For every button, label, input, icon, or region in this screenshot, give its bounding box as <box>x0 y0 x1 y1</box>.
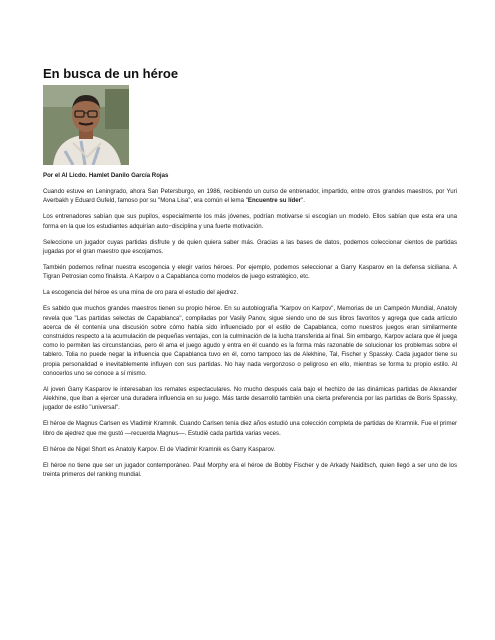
paragraph-8: El héroe de Magnus Carlsen es Vladimir Kramnik. Cuando Carlsen tenía diez años estudió una colección completa de partidas de Kramnik. Fue el primer libro de ajedrez que me gustó —recuerda Magnus—. Estudié cada partida varias veces. <box>43 420 457 437</box>
paragraph-1-text-start: Cuando estuve en Leningrado, ahora San Petersburgo, en 1986, recibiendo un curso de entrenador, impartido, entre otros grandes maestros, por Yuri Averbakh y Eduard Gufeld, famoso por su "Mona Lisa", era común el lema " <box>43 188 457 205</box>
paragraph-4: También podemos refinar nuestra escogencia y elegir varios héroes. Por ejemplo, podemos seleccionar a Garry Kasparov en la defensa siciliana. A Tigran Petrosian como finalista. A Karpov o a Capablanca como modelos de juego estratégico, etc. <box>43 263 457 281</box>
byline: Por el Al Licdo. Hamlet Danilo García Rojas <box>43 172 169 179</box>
paragraph-1-bold-motto: Encuentre su líder <box>247 197 302 205</box>
paragraph-3: Seleccione un jugador cuyas partidas disfrute y de quien quiera saber más. Gracias a las bases de datos, podemos coleccionar cientos de partidas jugadas por el gran maestro que escojamos. <box>43 238 457 255</box>
paragraph-6: Es sabido que muchos grandes maestros tienen su propio héroe. En su autobiografía "Karpov on Karpov", Memorias de un Campeón Mundial, Anatoly revela que "Las partidas selectas de Capablanca", compiladas por Vasily Panov, sigue siendo uno de sus libros favoritos y agrega que cada artículo acerca de él contenía una discusión sobre cómo había sido influenciado por el estilo de Capablanca, como nuestros juegos eran similarmente construidos respecto a la acumulación de pequeñas ventajas, con la culminación de la lucha transferida al final. Sin embargo, Karpov aclara que él juega como lo permiten las circunstancias, pero él ama el juego agudo y entra en él cuando es la forma más razonable de solucionar los problemas sobre el tablero. Tolia no puede negar la influencia que Capablanca tuvo en él, como tampoco las de Alekhine, Tal, Fischer y Spassky. Cada jugador tiene su propia personalidad e inevitablemente influyen con sus partidas. No hay nada vergonzoso o peligroso en ello, mientras se forma tu propio estilo. Al conocerlos uno se conoce a sí mismo. <box>43 305 457 377</box>
paragraph-2: Los entrenadores sabían que sus pupilos, especialmente los más jóvenes, podrían motivarse si escogían un modelo. Ellos sabían que esta era una forma en la que los estudiantes adquirían auto−disciplina y una fuerte motivación. <box>43 213 457 230</box>
paragraph-7: Al joven Garry Kasparov le interesaban los remates espectaculares. No mucho después caía bajo el hechizo de las dinámicas partidas de Alexander Alekhine, que iban a ejercer una duradera influencia en su juego. Más tarde desarrolló también una cierta preferencia por las partidas de Boris Spassky, jugador de estilo "universal". <box>43 385 457 412</box>
portrait-image <box>43 85 129 165</box>
paragraph-1 <box>43 187 457 205</box>
paragraph-5: La escogencia del héroe es una mina de oro para el estudio del ajedrez. <box>43 289 239 297</box>
paragraph-10: El héroe no tiene que ser un jugador contemporáneo. Paul Morphy era el héroe de Bobby Fischer y de Arkady Naiditsch, quien llegó a ser uno de los treinta primeros del ranking mundial. <box>43 461 457 478</box>
article-body <box>43 171 457 486</box>
paragraph-9: El héroe de Nigel Short es Anatoly Karpov. El de Vladimir Kramnik es Garry Kasparov. <box>43 445 276 453</box>
portrait-photo <box>43 85 129 165</box>
paragraph-1-text-end: ". <box>301 197 305 205</box>
page-title: En busca de un héroe <box>43 66 179 81</box>
